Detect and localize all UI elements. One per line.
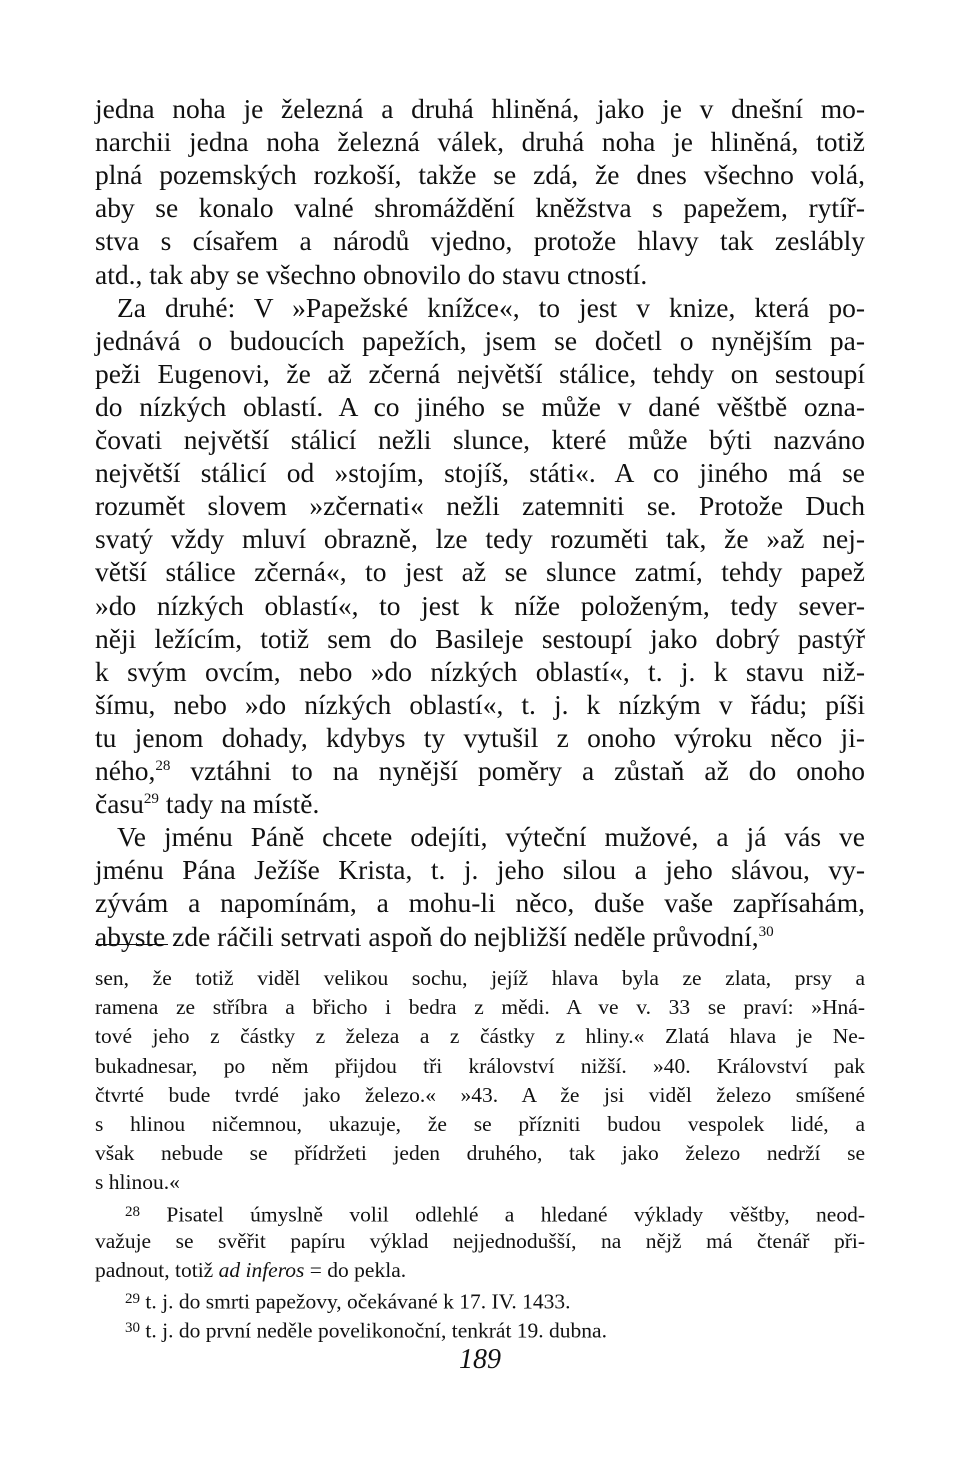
footnote-text: padnout, totiž — [95, 1258, 219, 1282]
body-line — [95, 654, 865, 691]
footnote-reference: 30 — [758, 923, 774, 940]
footnote-line — [125, 1314, 865, 1343]
footnote-line — [95, 1081, 865, 1110]
body-line-text: šímu, nebo »do nízkých oblastí«, t. j. k nízkým v řádu; píši — [95, 688, 865, 720]
body-line — [95, 687, 865, 724]
body-line — [95, 919, 865, 956]
footnote-line — [95, 1168, 865, 1197]
footnote-line — [95, 964, 865, 993]
body-line — [95, 521, 865, 558]
latin-phrase: ad inferos — [218, 1258, 305, 1282]
body-line-text: k svým ovcím, nebo »do nízkých oblastí«, t. j. k stavu niž- — [95, 655, 865, 687]
body-line — [117, 290, 865, 327]
body-line — [95, 588, 865, 625]
footnote-text: t. j. do první neděle povelikonoční, tenkrát 19. dubna. — [140, 1318, 607, 1343]
footnote-separator — [95, 944, 168, 945]
body-line-text: ného, — [95, 755, 156, 786]
body-line-text: tady na místě. — [158, 788, 320, 820]
body-line-text: stva s císařem a národů vjedno, protože hlavy tak zeslábly — [95, 225, 865, 257]
footnote-line — [95, 1227, 865, 1256]
body-line-text: tu jenom dohady, kdybys ty vytušil z onoho výroku něco ji- — [95, 721, 865, 753]
body-line — [95, 455, 865, 492]
body-line — [95, 554, 865, 591]
body-line-text: největší stálicí od »stojím, stojíš, státi«. A co jiného má se — [95, 457, 865, 489]
body-line-text: zývám a napomínám, a mohu-li něco, duše vaše zapřísahám, — [95, 887, 865, 919]
body-line — [95, 488, 865, 525]
body-line-text: aby se konalo valné shromáždění kněžstva s papežem, rytíř- — [95, 192, 865, 224]
body-line-text: jménu Pána Ježíše Krista, t. j. jeho silou a jeho slávou, vy- — [95, 854, 865, 886]
body-line — [95, 885, 865, 922]
footnote-line — [95, 1256, 865, 1285]
footnote-text: bukadnesar, po něm přijdou tři království nižší. »40. Království pak — [95, 1053, 865, 1078]
footnote-number: 29 — [125, 1291, 141, 1308]
footnote-line — [95, 1022, 865, 1051]
body-line-text: Ve jménu Páně chcete odejíti, výteční mužové, a já vás ve — [117, 821, 865, 853]
footnote-line — [125, 1285, 865, 1314]
body-line — [117, 819, 865, 856]
body-line-text: Za druhé: V »Papežské knížce«, to jest v knize, která po- — [117, 291, 865, 323]
body-line-text: »do nízkých oblastí«, to jest k níže položeným, tedy sever- — [95, 589, 865, 621]
footnote-text: však nebude se přídržeti jeden druhého, tak jako železo nedrží se — [95, 1141, 865, 1166]
footnote-text: Pisatel úmyslně volil odlehlé a hledané výklady věštby, neod- — [140, 1201, 865, 1226]
body-line-text: plná pozemských rozkoší, takže se zdá, že dnes všechno volá, — [95, 159, 865, 191]
page-number: 189 — [459, 1344, 501, 1375]
body-line — [95, 323, 865, 360]
footnote-line — [95, 1110, 865, 1139]
footnote-text: važuje se svěřit papíru výklad nejjednodušší, na nějž má čtenář při- — [95, 1228, 865, 1253]
footnote-text: = do pekla. — [304, 1258, 407, 1282]
footnote-line — [95, 1139, 865, 1168]
footnote-reference: 29 — [143, 791, 159, 808]
footnote-text: t. j. do smrti papežovy, očekávané k 17. IV. 1433. — [140, 1289, 571, 1314]
footnote-line — [95, 993, 865, 1022]
body-line — [95, 190, 865, 227]
body-line — [95, 257, 865, 294]
body-line — [95, 852, 865, 889]
footnote-text: tové jeho z částky z železa a z částky z hliny.« Zlatá hlava je Ne- — [95, 1024, 865, 1049]
footnote-text: čtvrté bude tvrdé jako železo.« »43. A že jsi viděl železo smíšené — [95, 1082, 865, 1107]
body-line-text: abyste zde ráčili setrvati aspoň do nejbližší neděle průvodní, — [95, 920, 759, 952]
footnote-text: ramena ze stříbra a břicho i bedra z mědi. A ve v. 33 se praví: »Hná- — [95, 995, 865, 1020]
footnote-reference: 28 — [155, 758, 171, 775]
body-line — [95, 389, 865, 426]
body-line — [95, 223, 865, 260]
footnote-line — [95, 1052, 865, 1081]
body-line — [95, 91, 865, 128]
body-line-text: atd., tak aby se všechno obnovilo do stavu ctností. — [95, 258, 648, 290]
body-line — [95, 422, 865, 459]
body-line — [95, 786, 865, 823]
body-line-text: do nízkých oblastí. A co jiného se může v dané věštbě ozna- — [95, 390, 865, 422]
body-line — [95, 720, 865, 757]
footnote-text: s hlinou ničemnou, ukazuje, že se přízniti budou vespolek lidé, a — [95, 1112, 865, 1136]
body-line-text: svatý vždy mluví obrazně, lze tedy rozuměti tak, že »až nej- — [95, 523, 865, 555]
body-line-text: jedna noha je železná a druhá hliněná, jako je v dnešní mo- — [95, 93, 865, 124]
body-line-text: peži Eugenovi, že až zčerná největší stálice, tehdy on sestoupí — [95, 357, 865, 389]
body-line — [95, 124, 865, 161]
footnote-line — [125, 1198, 865, 1227]
footnote-number: 28 — [125, 1203, 141, 1220]
body-line-text: větší stálice zčerná«, to jest až se slunce zatmí, tehdy papež — [95, 556, 865, 588]
body-line — [95, 157, 865, 194]
footnote-text: sen, že totiž viděl velikou sochu, jejíž hlava byla ze zlata, prsy a — [95, 966, 865, 990]
body-line — [95, 621, 865, 658]
body-line — [95, 753, 865, 790]
body-line-text: času — [95, 788, 144, 820]
body-line — [95, 356, 865, 393]
body-line-text: narchii jedna noha železná válek, druhá noha je hliněná, totiž — [95, 126, 865, 158]
body-line-text: jednává o budoucích papežích, jsem se dočetl o nynějším pa- — [95, 324, 865, 356]
body-line-text: čovati největší stálicí nežli slunce, které může býti nazváno — [95, 424, 865, 455]
body-line-text: rozumět slovem »zčernati« nežli zatemniti se. Protože Duch — [95, 490, 865, 522]
body-line-text: něji ležícím, totiž sem do Basileje sestoupí jako dobrý pastýř — [95, 622, 865, 654]
body-line-text: vztáhni to na nynější poměry a zůstaň až do onoho — [170, 755, 865, 786]
footnote-text: s hlinou.« — [95, 1170, 180, 1195]
footnote-number: 30 — [125, 1320, 141, 1337]
